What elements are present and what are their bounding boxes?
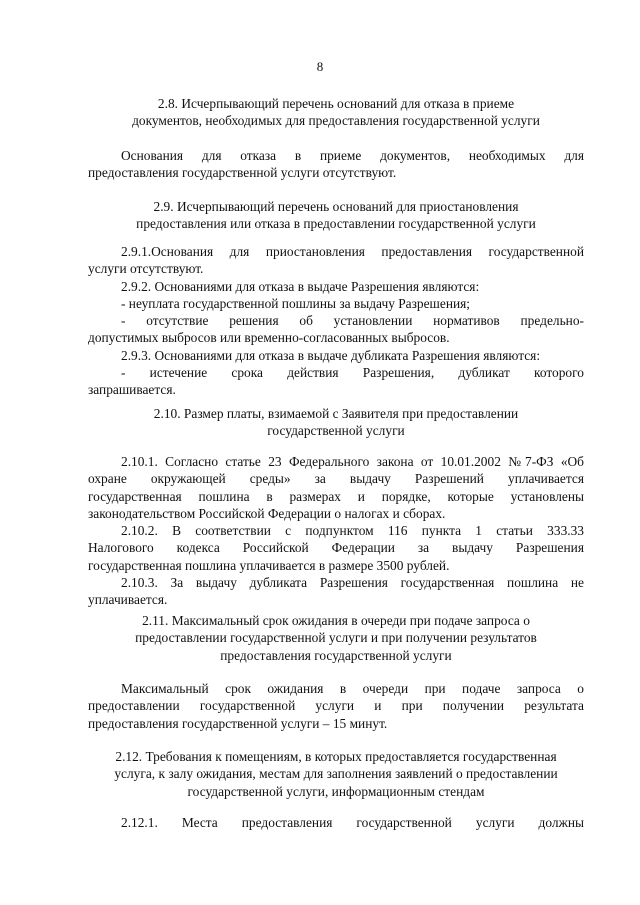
paragraph-line: Основания для отказа в приеме документов, необходимых для [121,148,584,163]
paragraph-line: 2.9.3. Основаниями для отказа в выдаче дубликата Разрешения являются: [121,347,541,363]
paragraph-line: 2.10.1. Согласно статье 23 Федерального закона от 10.01.2002 №7-ФЗ «Об [121,454,584,469]
heading-line: 2.8. Исчерпывающий перечень оснований для отказа в приеме [157,96,515,111]
paragraph-line: Налогового кодекса Российской Федерации за выдачу Разрешения [88,540,584,556]
heading-line: предоставления или отказа в предоставлении государственной услуги [136,216,536,232]
paragraph-line: 2.9.1.Основания для приостановления предоставления государственной [121,244,584,259]
heading-line: 2.11. Максимальный срок ожидания в очереди при подаче запроса о [142,613,530,628]
section-2-8-heading [88,95,584,130]
list-item: - отсутствие решения об установлении нормативов предельно- [121,313,584,329]
heading-line: услуга, к залу ожидания, местам для заполнения заявлений о предоставлении [114,766,558,782]
paragraph-line: Максимальный срок ожидания в очереди при подаче запроса о [121,681,584,696]
list-item: - неуплата государственной пошлины за выдачу Разрешения; [121,295,471,311]
section-2-10-heading [88,405,584,440]
list-item: - истечение срока действия Разрешения, дубликат которого [121,365,584,381]
paragraph-line: государственная пошлина уплачивается в размере 3500 рублей. [88,557,450,573]
heading-line: документов, необходимых для предоставления государственной услуги [132,113,540,129]
paragraph-line: услуги отсутствуют. [88,261,204,277]
section-2-8-paragraph [88,147,584,182]
section-2-10-body [88,453,584,609]
heading-line: 2.9. Исчерпывающий перечень оснований для приостановления [153,199,519,214]
section-2-12-heading [78,748,594,800]
heading-line: государственной услуги, информационным стендам [187,783,485,799]
section-2-11-paragraph [88,680,584,732]
list-item-continuation: допустимых выбросов или временно-согласованных выбросов. [88,330,450,346]
heading-line: 2.12. Требования к помещениям, в которых предоставляется государственная [115,749,557,764]
paragraph-line: государственная пошлина в размерах и порядке, которые установлены [88,488,584,504]
heading-line: 2.10. Размер платы, взимаемой с Заявителя при предоставлении [153,406,519,421]
heading-line: предоставления государственной услуги [220,647,452,663]
paragraph-line: 2.10.3. За выдачу дубликата Разрешения государственная пошлина не [121,575,584,591]
paragraph-line: 2.12.1. Места предоставления государственной услуги должны [121,815,584,830]
heading-line: предоставлении государственной услуги и при получении результатов [135,630,537,646]
section-2-9-body [88,243,584,399]
section-2-9-heading [88,198,584,233]
section-2-11-heading [88,612,584,664]
paragraph-line: предоставления государственной услуги – 15 минут. [88,715,388,731]
section-2-12-body [88,814,584,831]
paragraph-line: 2.9.2. Основаниями для отказа в выдаче Разрешения являются: [121,278,480,294]
paragraph-line: предоставлении государственной услуги и при получении результата [88,698,584,714]
paragraph-line: законодательством Российской Федерации о налогах и сборах. [88,505,446,521]
page-number: 8 [316,59,324,74]
paragraph-line: уплачивается. [88,592,168,608]
heading-line: государственной услуги [267,423,405,439]
paragraph-line: предоставления государственной услуги отсутствуют. [88,165,397,181]
list-item-continuation: запрашивается. [88,382,176,398]
paragraph-line: охране окружающей среды» за выдачу Разрешений уплачивается [88,471,584,487]
paragraph-line: 2.10.2. В соответствии с подпунктом 116 пункта 1 статьи 333.33 [121,523,584,539]
